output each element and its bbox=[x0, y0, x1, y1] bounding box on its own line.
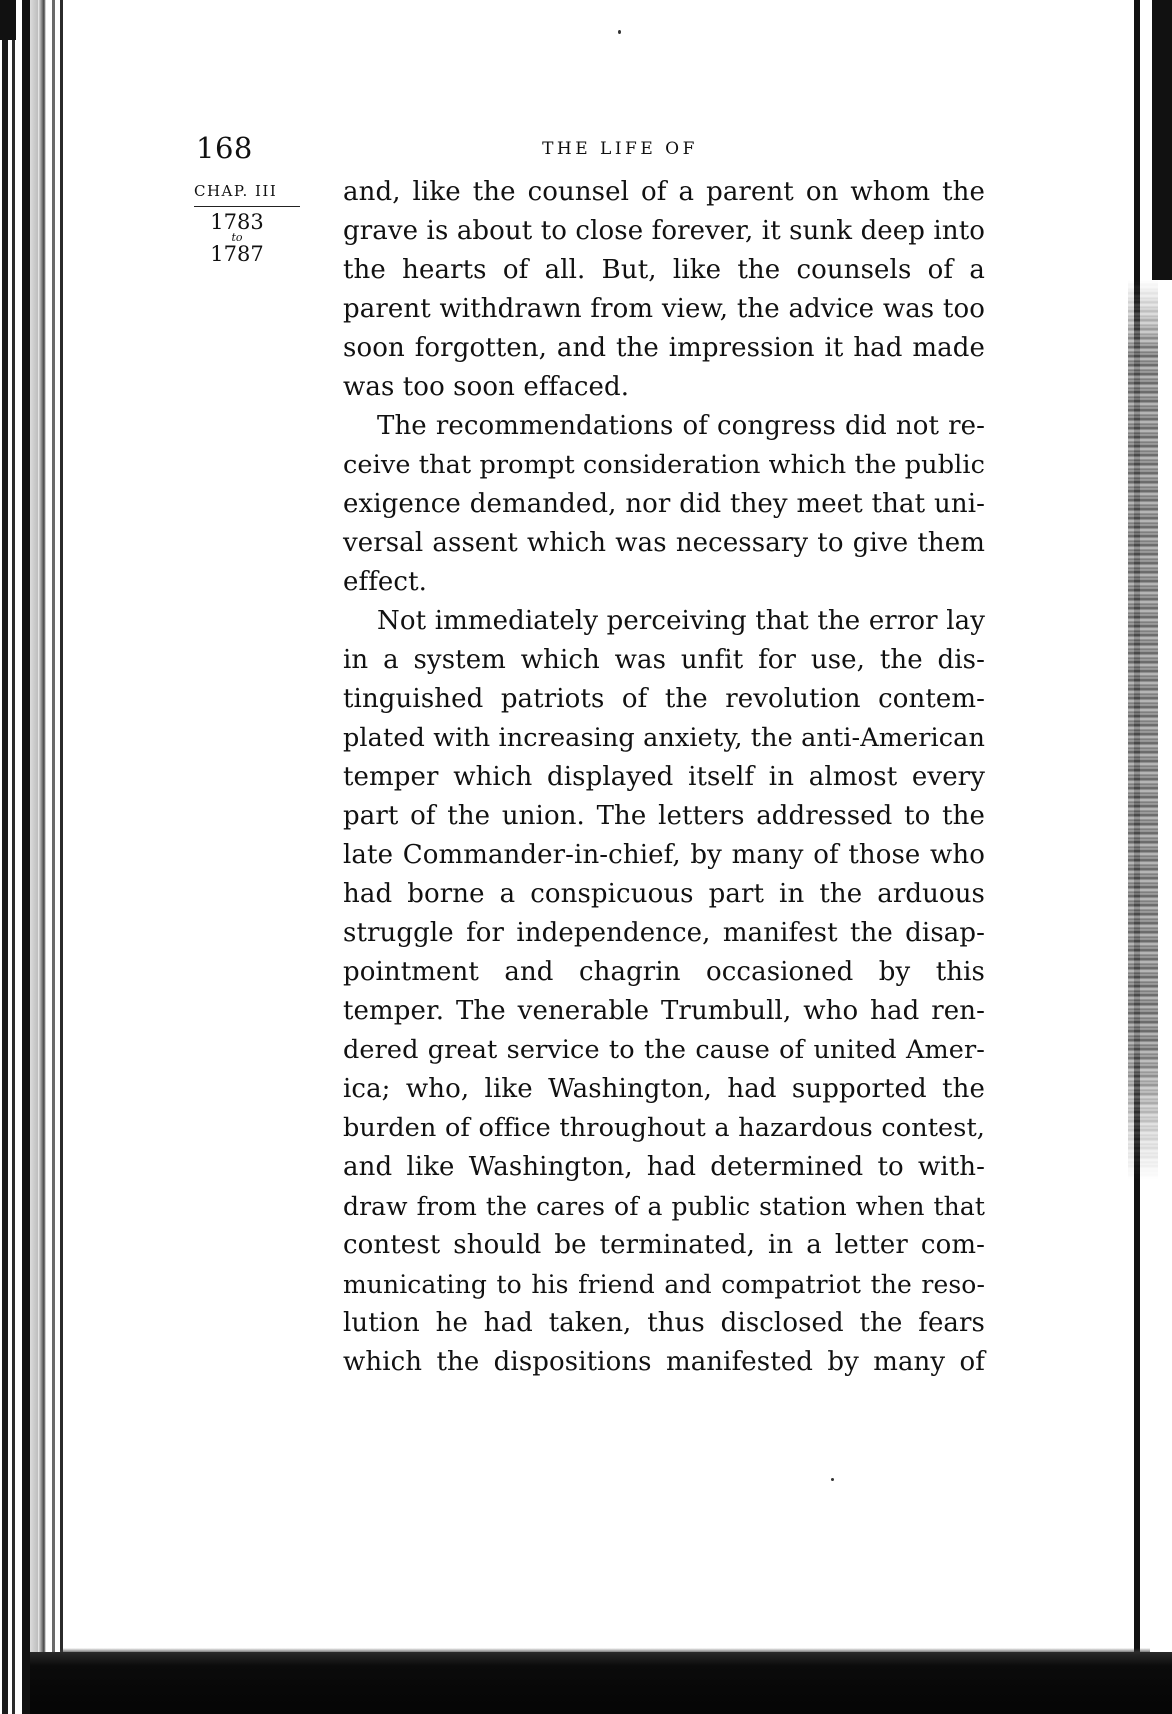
text-line: exigence demanded, nor did they meet that uni- bbox=[343, 489, 985, 519]
scan-right-corner bbox=[1152, 0, 1172, 280]
text-line: plated with increasing anxiety, the anti-American bbox=[343, 723, 985, 753]
page-number: 168 bbox=[196, 131, 253, 165]
scan-page-stack-texture bbox=[1128, 280, 1158, 1180]
year-start: 1783 bbox=[210, 210, 264, 234]
text-line: pointment and chagrin occasioned by this bbox=[343, 957, 985, 987]
text-line: contest should be terminated, in a letter com- bbox=[343, 1230, 985, 1260]
text-line: had borne a conspicuous part in the arduous bbox=[343, 879, 985, 909]
scan-bottom-band bbox=[30, 1652, 1172, 1714]
text-line: draw from the cares of a public station when that bbox=[343, 1192, 985, 1221]
text-line: struggle for independence, manifest the disap- bbox=[343, 918, 985, 948]
scan-binding-corner bbox=[0, 0, 16, 40]
margin-rule bbox=[194, 206, 300, 207]
year-range-to: to bbox=[231, 231, 243, 244]
body-text bbox=[343, 173, 985, 1382]
text-line: temper. The venerable Trumbull, who had ren- bbox=[343, 996, 985, 1026]
text-line: dered great service to the cause of united Amer- bbox=[343, 1035, 985, 1065]
speck bbox=[831, 1478, 834, 1481]
text-line: versal assent which was necessary to give them bbox=[343, 528, 985, 558]
margin-note bbox=[192, 180, 302, 265]
text-line: and, like the counsel of a parent on whom the bbox=[343, 177, 985, 207]
text-line: in a system which was unfit for use, the dis- bbox=[343, 645, 985, 675]
scan-left-binding-edge bbox=[0, 0, 70, 1714]
text-line: ica; who, like Washington, had supported the bbox=[343, 1074, 985, 1104]
text-line: effect. bbox=[343, 567, 427, 597]
text-line: late Commander-in-chief, by many of those who bbox=[343, 840, 985, 870]
speck bbox=[618, 30, 621, 34]
text-line: the hearts of all. But, like the counsels of a bbox=[343, 255, 985, 285]
text-line: soon forgotten, and the impression it had made bbox=[343, 333, 985, 363]
text-line: was too soon effaced. bbox=[343, 372, 630, 402]
chapter-label: CHAP. III bbox=[194, 182, 278, 200]
text-line: tinguished patriots of the revolution contem- bbox=[343, 684, 985, 714]
text-line: grave is about to close forever, it sunk deep into bbox=[343, 216, 985, 246]
text-line: which the dispositions manifested by many of bbox=[343, 1347, 985, 1377]
year-end: 1787 bbox=[210, 242, 264, 266]
text-line: Not immediately perceiving that the error lay bbox=[377, 606, 985, 636]
text-line: ceive that prompt consideration which the public bbox=[343, 450, 986, 480]
running-head: THE LIFE OF bbox=[542, 139, 698, 159]
text-line: temper which displayed itself in almost every bbox=[343, 762, 985, 792]
text-line: burden of office throughout a hazardous contest, bbox=[343, 1113, 985, 1143]
text-line: parent withdrawn from view, the advice was too bbox=[343, 294, 985, 324]
text-line: and like Washington, had determined to with- bbox=[343, 1152, 985, 1182]
text-line: lution he had taken, thus disclosed the fears bbox=[343, 1308, 985, 1338]
text-line: municating to his friend and compatriot the reso- bbox=[343, 1270, 985, 1299]
text-line: part of the union. The letters addressed to the bbox=[343, 801, 985, 831]
text-line: The recommendations of congress did not re- bbox=[377, 411, 985, 441]
